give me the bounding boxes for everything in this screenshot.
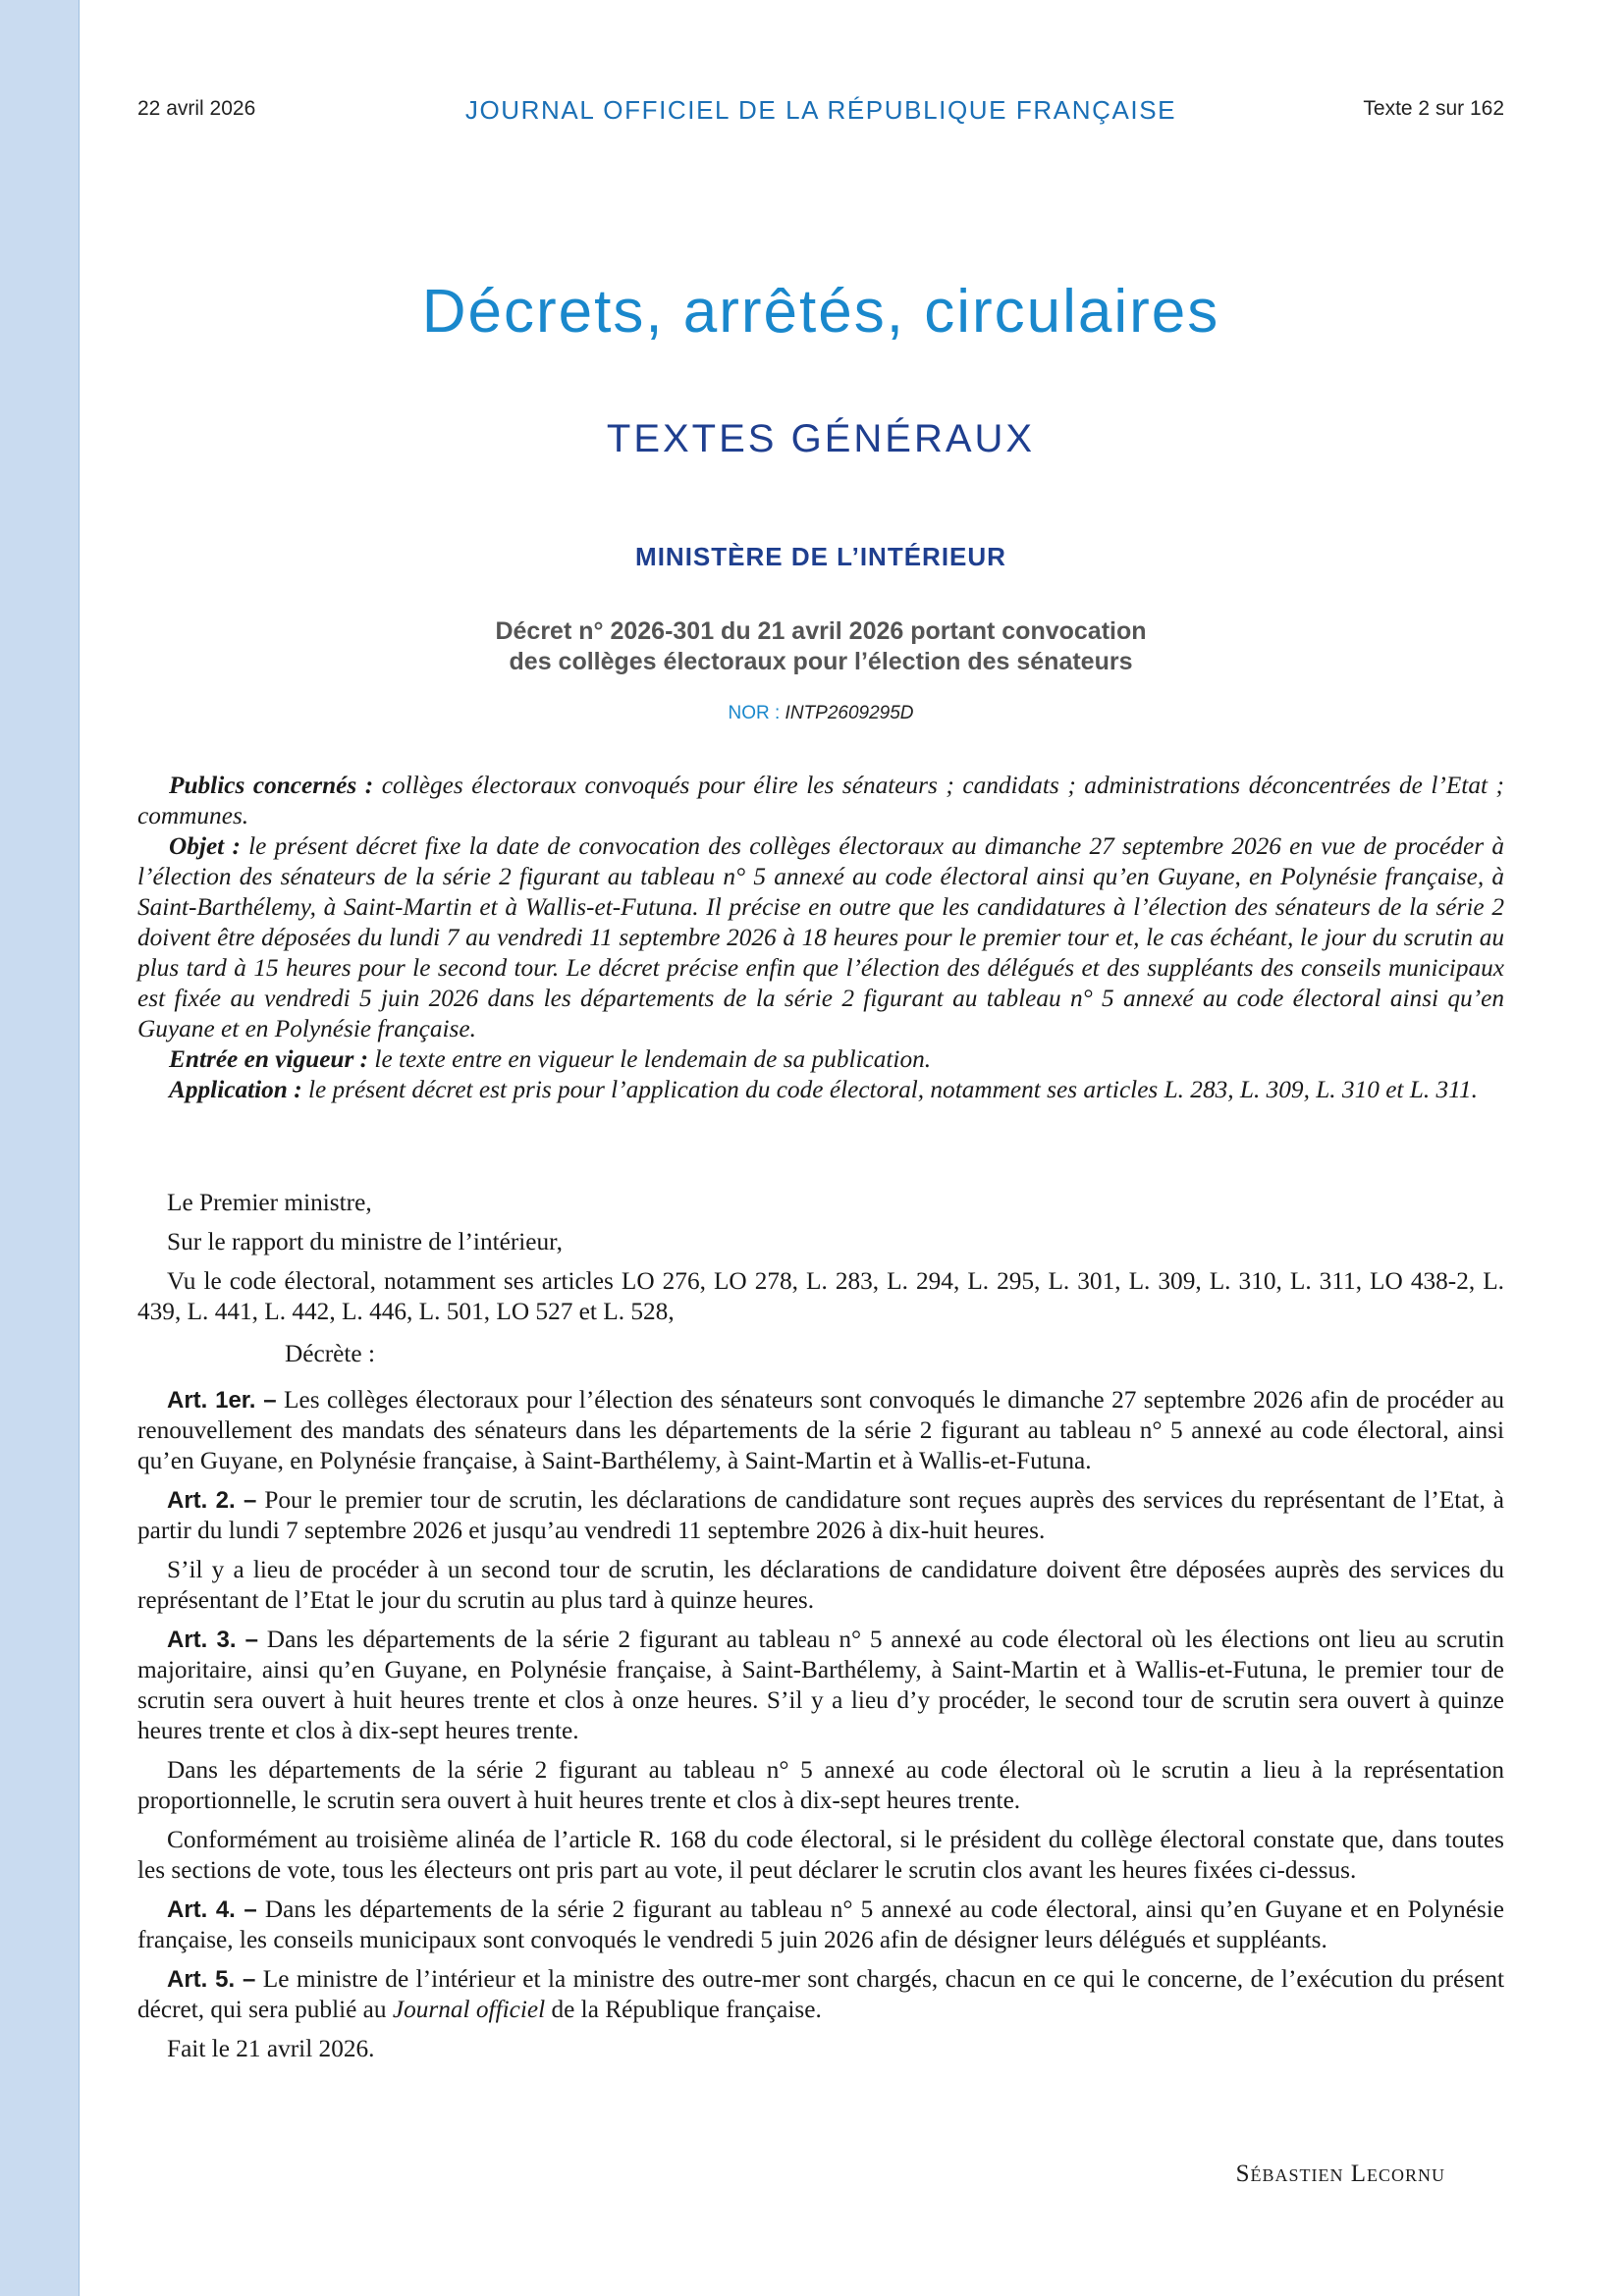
- entree-text: le texte entre en vigueur le lendemain de sa publication.: [368, 1045, 932, 1073]
- entree-label: Entrée en vigueur :: [169, 1045, 369, 1073]
- header-text-number: Texte 2 sur 162: [1363, 97, 1504, 120]
- article-5-text-b: de la République française.: [545, 1996, 822, 2023]
- article-3-paragraph-2: Dans les départements de la série 2 figurant au tableau n° 5 annexé au code électoral où le scrutin a lieu à la représentation proportionnelle, le scrutin sera ouvert à huit heures trente et clos à dix-sept heures trente.: [137, 1756, 1504, 1814]
- decree-body: [137, 1188, 1504, 2073]
- section-subtitle: TEXTES GÉNÉRAUX: [606, 417, 1036, 460]
- article-2-label: Art. 2. –: [167, 1487, 257, 1514]
- publics-label: Publics concernés :: [169, 772, 374, 799]
- section-title: Décrets, arrêtés, circulaires: [421, 278, 1220, 346]
- article-2-paragraph-2: S’il y a lieu de procéder à un second tour de scrutin, les déclarations de candidature doivent être déposées auprès des services du représentant de l’Etat le jour du scrutin au plus tard à quinze heures.: [137, 1556, 1504, 1614]
- article-1-label: Art. 1er. –: [167, 1387, 277, 1414]
- article-3: [137, 1625, 1504, 1746]
- article-3-label: Art. 3. –: [167, 1627, 258, 1653]
- article-5-text-a: Le ministre de l’intérieur et la ministre des outre-mer sont chargés, chacun en ce qui le concerne, de l’exécution du présent décret, qui sera publié au: [137, 1965, 1504, 2023]
- premier-ministre: Le Premier ministre,: [167, 1189, 372, 1216]
- header-date: 22 avril 2026: [137, 97, 256, 120]
- article-5: [137, 1964, 1504, 2025]
- header-journal-name: JOURNAL OFFICIEL DE LA RÉPUBLIQUE FRANÇAISE: [464, 95, 1177, 125]
- decree-title-line-1: Décret n° 2026-301 du 21 avril 2026 portant convocation: [495, 617, 1147, 645]
- article-3-text: Dans les départements de la série 2 figurant au tableau n° 5 annexé au code électoral où les élections ont lieu au scrutin majoritaire, ainsi qu’en Guyane, en Polynésie française, à Saint-Barthélemy, à Saint-Martin et à Wallis-et-Futuna, le premier tour de scrutin sera ouvert à huit heures trente et clos à onze heures. S’il y a lieu d’y procéder, le second tour de scrutin sera ouvert à quinze heures trente et clos à dix-sept heures trente.: [137, 1626, 1505, 1744]
- article-4-label: Art. 4. –: [167, 1896, 257, 1923]
- article-1: [137, 1385, 1504, 1476]
- objet-text: le présent décret fixe la date de convocation des collèges électoraux au dimanche 27 septembre 2026 en vue de procéder à l’élection des sénateurs de la série 2 figurant au tableau n° 5 annexé au code électoral ainsi qu’en Guyane, en Polynésie française, à Saint-Barthélemy, à Saint-Martin et à Wallis-et-Futuna. Il précise en outre que les candidatures à l’élection des sénateurs de la série 2 doivent être déposées du lundi 7 au vendredi 11 septembre 2026 à 18 heures pour le premier tour et, le cas échéant, le jour du scrutin au plus tard à 15 heures pour le second tour. Le décret précise enfin que l’élection des délégués et des suppléants des conseils municipaux est fixée au vendredi 5 juin 2026 dans les départements de la série 2 figurant au tableau n° 5 annexé au code électoral ainsi qu’en Guyane et en Polynésie française.: [137, 832, 1505, 1042]
- article-1-text: Les collèges électoraux pour l’élection des sénateurs sont convoqués le dimanche 27 septembre 2026 afin de procéder au renouvellement des mandats des sénateurs dans les départements de la série 2 figurant au tableau n° 5 annexé au code électoral, ainsi qu’en Guyane, en Polynésie française, à Saint-Barthélemy, à Saint-Martin et à Wallis-et-Futuna.: [137, 1386, 1504, 1474]
- objet-label: Objet :: [169, 832, 241, 860]
- article-4: [137, 1895, 1504, 1955]
- fait-le: Fait le 21 avril 2026.: [167, 2035, 375, 2062]
- article-5-label: Art. 5. –: [167, 1966, 256, 1993]
- signature: Sébastien Lecornu: [1235, 2161, 1445, 2187]
- ministry-heading: MINISTÈRE DE L’INTÉRIEUR: [635, 542, 1006, 571]
- nor-label: NOR :: [728, 703, 781, 723]
- article-2-text: Pour le premier tour de scrutin, les déclarations de candidature sont reçues auprès des services du représentant de l’Etat, à partir du lundi 7 septembre 2026 et jusqu’au vendredi 11 septembre 2026 à dix-huit heures.: [137, 1486, 1505, 1544]
- summary-application: [137, 1075, 1504, 1105]
- application-text: le présent décret est pris pour l’application du code électoral, notamment ses articles L. 283, L. 309, L. 310 et L. 311.: [301, 1076, 1478, 1103]
- margin-rule: [79, 0, 80, 2296]
- summary-publics: [137, 771, 1504, 831]
- article-3-paragraph-3: Conformément au troisième alinéa de l’article R. 168 du code électoral, si le président du collège électoral constate que, dans toutes les sections de vote, tous les électeurs ont pris part au vote, il peut déclarer le scrutin clos avant les heures fixées ci-dessus.: [137, 1826, 1504, 1884]
- left-margin-band: [0, 0, 79, 2296]
- decree-title-line-2: des collèges électoraux pour l’élection des sénateurs: [509, 648, 1133, 675]
- page-header: [137, 95, 1504, 127]
- journal-officiel-ref: Journal officiel: [392, 1996, 546, 2023]
- nor-reference: [137, 703, 1504, 724]
- application-label: Application :: [169, 1076, 302, 1103]
- article-4-text: Dans les départements de la série 2 figurant au tableau n° 5 annexé au code électoral, ainsi qu’en Guyane et en Polynésie française, les conseils municipaux sont convoqués le vendredi 5 juin 2026 afin de désigner leurs délégués et suppléants.: [137, 1896, 1504, 1953]
- decree-summary: [137, 771, 1504, 1105]
- publics-text: collèges électoraux convoqués pour élire les sénateurs ; candidats ; administrations déconcentrées de l’Etat ; communes.: [137, 772, 1504, 829]
- visa: Vu le code électoral, notamment ses articles LO 276, LO 278, L. 283, L. 294, L. 295, L. 301, L. 309, L. 310, L. 311, LO 438-2, L. 439, L. 441, L. 442, L. 446, L. 501, LO 527 et L. 528,: [137, 1267, 1504, 1325]
- summary-entree: [137, 1044, 1504, 1075]
- article-2: [137, 1485, 1504, 1546]
- rapport: Sur le rapport du ministre de l’intérieur,: [167, 1228, 563, 1255]
- decree-title: [137, 616, 1504, 677]
- nor-code: INTP2609295D: [785, 703, 914, 723]
- decrete: Décrète :: [285, 1340, 375, 1367]
- summary-objet: [137, 831, 1504, 1044]
